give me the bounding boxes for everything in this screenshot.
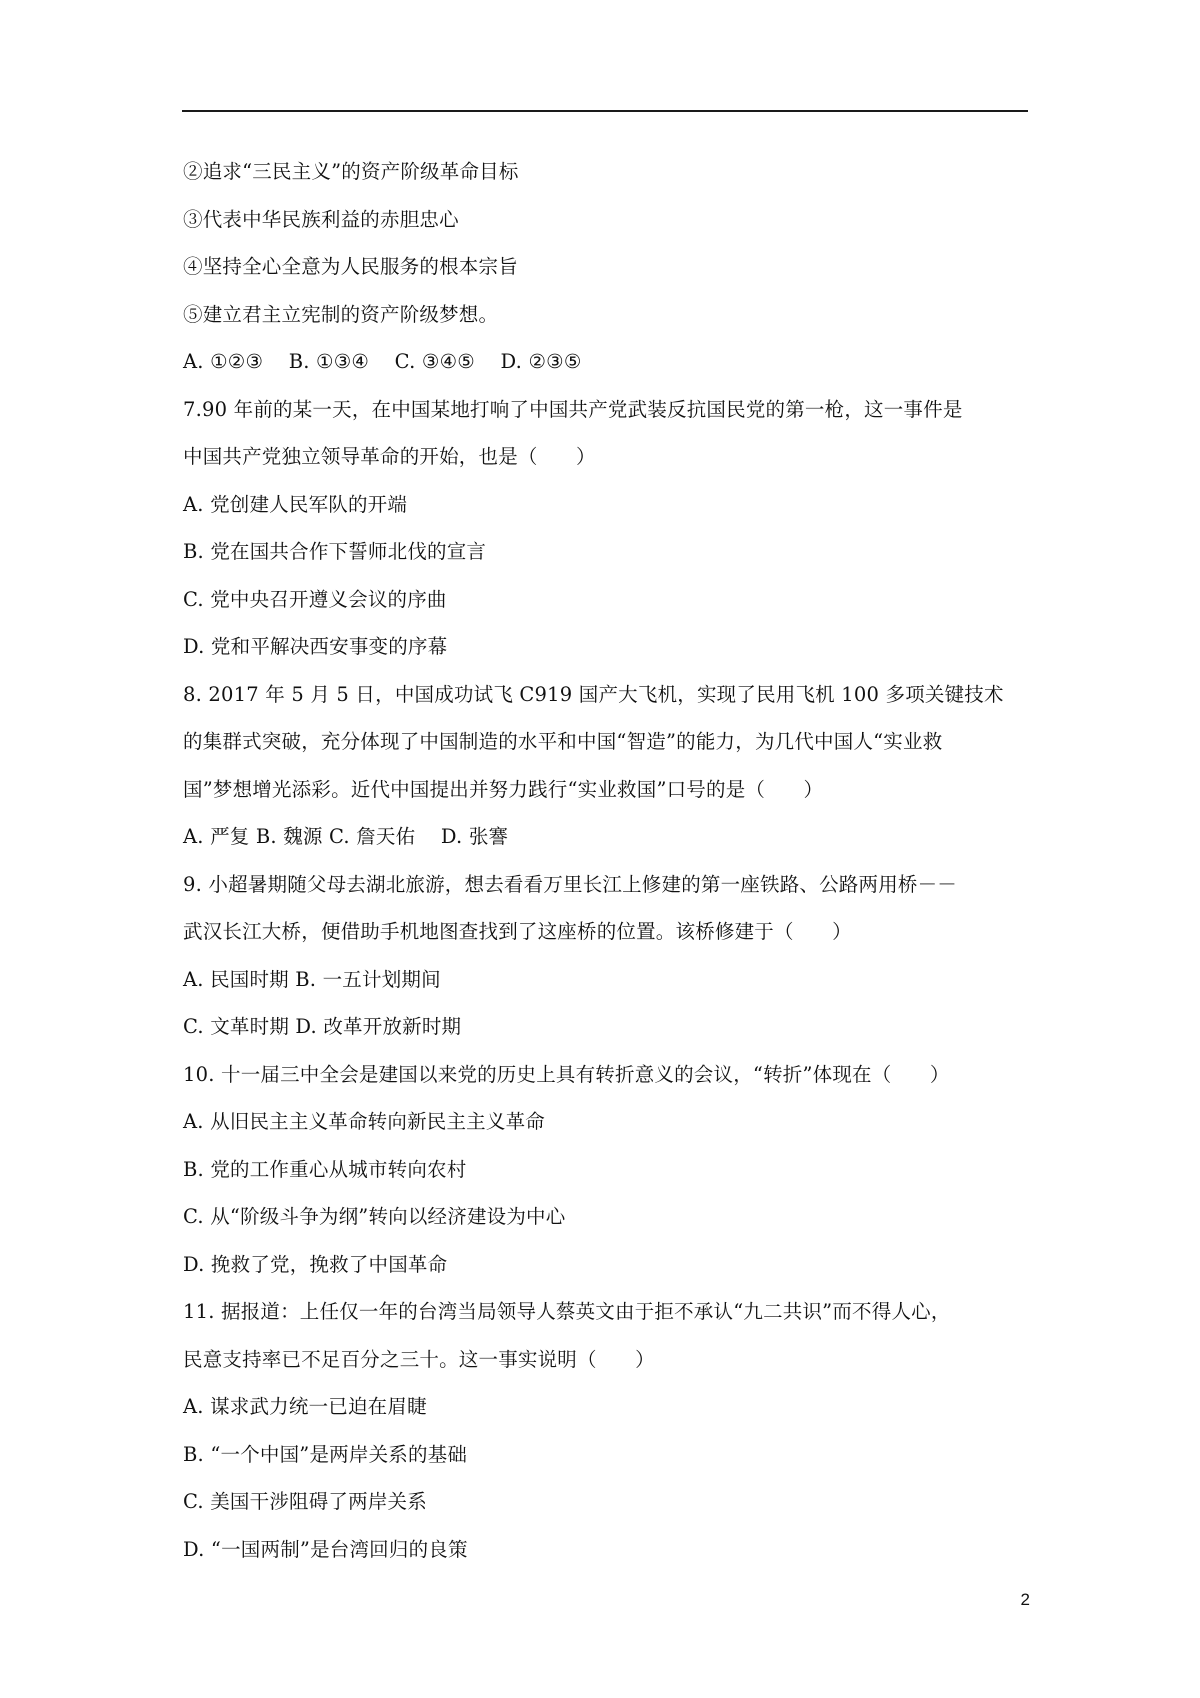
question-9-options: C. 文革时期 D. 改革开放新时期 (183, 1015, 462, 1038)
text-line: ⑤建立君主立宪制的资产阶级梦想。 (183, 302, 499, 326)
question-7-stem: 中国共产党独立领导革命的开始，也是（ ） (183, 445, 596, 468)
question-11-stem: 民意支持率已不足百分之三十。这一事实说明（ ） (183, 1347, 655, 1371)
text-line: ④坚持全心全意为人民服务的根本宗旨 (183, 255, 518, 278)
text-line: ②追求“三民主义”的资产阶级革命目标 (183, 160, 519, 183)
question-8-options: A. 严复 B. 魏源 C. 詹天佑 D. 张謇 (183, 825, 509, 848)
question-9-options: A. 民国时期 B. 一五计划期间 (183, 967, 441, 991)
question-11-option-c: C. 美国干涉阻碍了两岸关系 (183, 1490, 427, 1513)
question-11-option-d: D. “一国两制”是台湾回归的良策 (183, 1537, 468, 1561)
answer-options: A. ①②③ B. ①③④ C. ③④⑤ D. ②③⑤ (183, 350, 582, 373)
question-7-option-a: A. 党创建人民军队的开端 (183, 492, 408, 516)
question-7-option-b: B. 党在国共合作下誓师北伐的宣言 (183, 540, 487, 563)
question-8-stem: 8. 2017 年 5 月 5 日，中国成功试飞 C919 国产大飞机，实现了民用飞机 100 多项关键技术 (183, 682, 1004, 706)
question-10-option-d: D. 挽救了党，挽救了中国革命 (183, 1252, 448, 1276)
document-body (183, 148, 1028, 1573)
question-10-option-a: A. 从旧民主主义革命转向新民主主义革命 (183, 1110, 545, 1133)
question-10-option-b: B. 党的工作重心从城市转向农村 (183, 1157, 467, 1181)
question-11-option-b: B. “一个中国”是两岸关系的基础 (183, 1442, 468, 1466)
question-7-option-d: D. 党和平解决西安事变的序幕 (183, 635, 448, 658)
question-10-option-c: C. 从“阶级斗争为纲”转向以经济建设为中心 (183, 1205, 566, 1228)
header-rule (182, 110, 1028, 112)
text-line: ③代表中华民族利益的赤胆忠心 (183, 207, 459, 231)
page-number: 2 (1020, 1590, 1030, 1609)
question-7-stem: 7.90 年前的某一天，在中国某地打响了中国共产党武装反抗国民党的第一枪，这一事件是 (183, 397, 963, 421)
question-11-option-a: A. 谋求武力统一已迫在眉睫 (183, 1395, 427, 1418)
question-8-stem: 国”梦想增光添彩。近代中国提出并努力践行“实业救国”口号的是（ ） (183, 777, 824, 801)
question-7-option-c: C. 党中央召开遵义会议的序曲 (183, 587, 447, 611)
question-11-stem: 11. 据报道：上任仅一年的台湾当局领导人蔡英文由于拒不承认“九二共识”而不得人心， (183, 1300, 951, 1323)
question-9-stem: 武汉长江大桥，便借助手机地图查找到了这座桥的位置。该桥修建于（ ） (183, 920, 852, 943)
question-8-stem: 的集群式突破，充分体现了中国制造的水平和中国“智造”的能力，为几代中国人“实业救 (183, 730, 943, 753)
question-10-stem: 10. 十一届三中全会是建国以来党的历史上具有转折意义的会议，“转折”体现在（ ） (183, 1062, 950, 1086)
question-9-stem: 9. 小超暑期随父母去湖北旅游，想去看看万里长江上修建的第一座铁路、公路两用桥－－ (183, 872, 958, 896)
